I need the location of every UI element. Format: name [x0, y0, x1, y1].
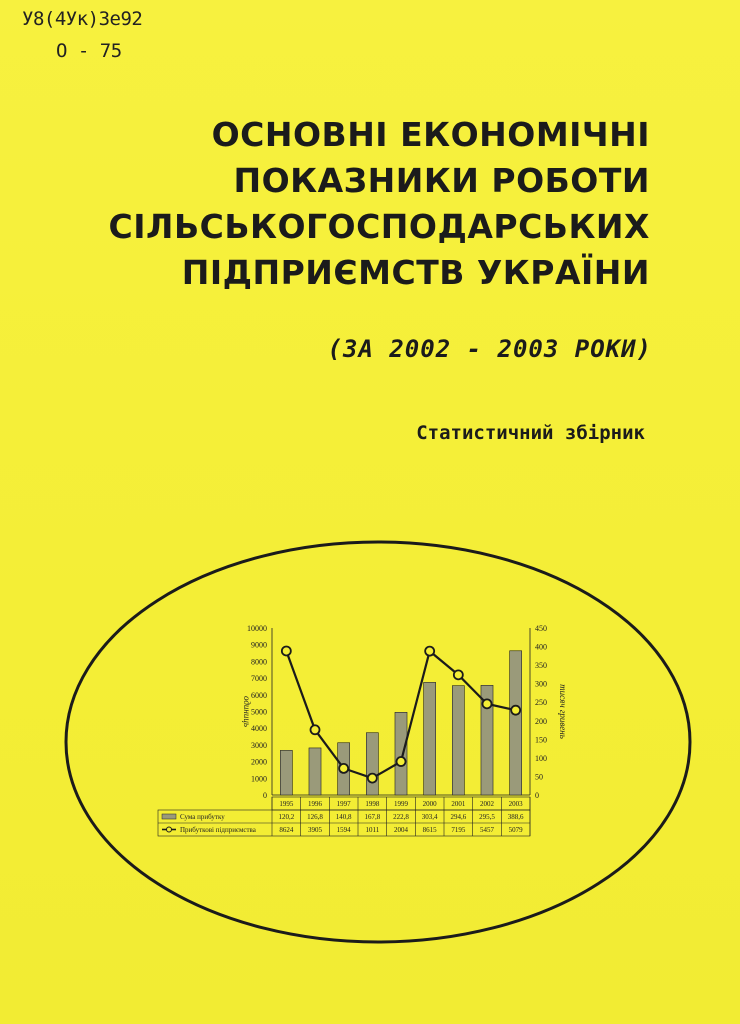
data-label: 140,8	[335, 813, 352, 821]
handwritten-catalog-code: У8(4Ук)3е92	[22, 8, 143, 30]
x-tick-label: 2002	[480, 800, 494, 808]
right-tick-label: 200	[535, 716, 547, 726]
chart-line-point	[311, 725, 320, 734]
right-tick-label: 300	[535, 679, 547, 689]
left-tick-label: 9000	[251, 640, 267, 650]
data-label: 222,8	[393, 813, 409, 821]
right-tick-label: 0	[535, 791, 539, 800]
right-axis-title: тисяч гривень	[558, 684, 568, 739]
chart-line-point	[397, 757, 406, 766]
chart-line-point	[368, 774, 377, 783]
right-tick-label: 400	[535, 642, 547, 652]
data-label: 120,2	[278, 813, 295, 821]
right-tick-label: 100	[535, 753, 547, 763]
x-tick-label: 1998	[365, 800, 380, 808]
data-label: 3905	[308, 826, 322, 834]
left-tick-label: 6000	[251, 690, 267, 700]
chart-line-point	[483, 699, 492, 708]
chart-bar	[424, 682, 436, 795]
combo-chart	[158, 624, 568, 836]
left-axis-title: одиниць	[242, 696, 252, 727]
right-tick-label: 450	[535, 624, 547, 633]
chart-bar	[309, 748, 321, 795]
chart-line-point	[425, 647, 434, 656]
left-tick-label: 8000	[251, 657, 267, 667]
data-label: 303,4	[421, 813, 438, 821]
legend-label: Прибуткові підприємства	[180, 826, 256, 834]
chart-bar	[366, 733, 378, 795]
title-line: СІЛЬСЬКОГОСПОДАРСЬКИХ	[108, 207, 650, 246]
left-tick-label: 1000	[251, 774, 267, 784]
x-tick-label: 2003	[508, 800, 523, 808]
left-tick-label: 10000	[247, 624, 267, 633]
left-tick-label: 7000	[251, 674, 267, 684]
legend-label: Сума прибутку	[180, 813, 225, 821]
x-tick-label: 1999	[394, 800, 408, 808]
data-label: 7195	[451, 826, 466, 834]
chart-bar	[395, 712, 407, 795]
data-label: 388,6	[507, 813, 524, 821]
chart-line-point	[454, 670, 463, 679]
chart-line-point	[282, 646, 291, 655]
publication-type: Статистичний збірник	[416, 422, 645, 444]
data-label: 167,8	[364, 813, 381, 821]
data-label: 5079	[508, 826, 523, 834]
data-label: 1594	[336, 826, 351, 834]
left-tick-label: 5000	[251, 707, 267, 717]
left-tick-label: 0	[263, 791, 267, 800]
right-tick-label: 50	[535, 772, 543, 782]
data-label: 126,8	[307, 813, 323, 821]
chart-line-point	[339, 764, 348, 773]
title-line: ПІДПРИЄМСТВ УКРАЇНИ	[181, 253, 650, 292]
chart-line-point	[511, 706, 520, 715]
right-tick-label: 250	[535, 698, 547, 708]
data-label: 1011	[365, 826, 380, 834]
data-label: 2004	[394, 826, 408, 834]
legend-line-marker	[167, 827, 172, 832]
x-tick-label: 1996	[308, 800, 322, 808]
handwritten-shelf-mark: О - 75	[56, 40, 122, 62]
data-label: 8624	[279, 826, 294, 834]
x-tick-label: 2001	[451, 800, 466, 808]
right-tick-label: 350	[535, 661, 547, 671]
data-label: 295,5	[479, 813, 495, 821]
left-tick-label: 4000	[251, 724, 267, 734]
x-tick-label: 2000	[422, 800, 437, 808]
data-label: 294,6	[450, 813, 467, 821]
chart-bar	[280, 750, 292, 795]
title-line: ПОКАЗНИКИ РОБОТИ	[233, 161, 650, 200]
title-line: ОСНОВНІ ЕКОНОМІЧНІ	[211, 115, 650, 154]
book-subtitle: (ЗА 2002 - 2003 РОКИ)	[327, 335, 652, 363]
chart-bar	[510, 651, 522, 795]
data-label: 5457	[480, 826, 494, 834]
data-label: 8615	[422, 826, 437, 834]
left-tick-label: 2000	[251, 757, 267, 767]
x-tick-label: 1995	[279, 800, 294, 808]
legend-bar-swatch	[162, 814, 176, 819]
right-tick-label: 150	[535, 735, 547, 745]
left-tick-label: 3000	[251, 740, 267, 750]
chart-bar	[452, 686, 464, 795]
x-tick-label: 1997	[336, 800, 351, 808]
